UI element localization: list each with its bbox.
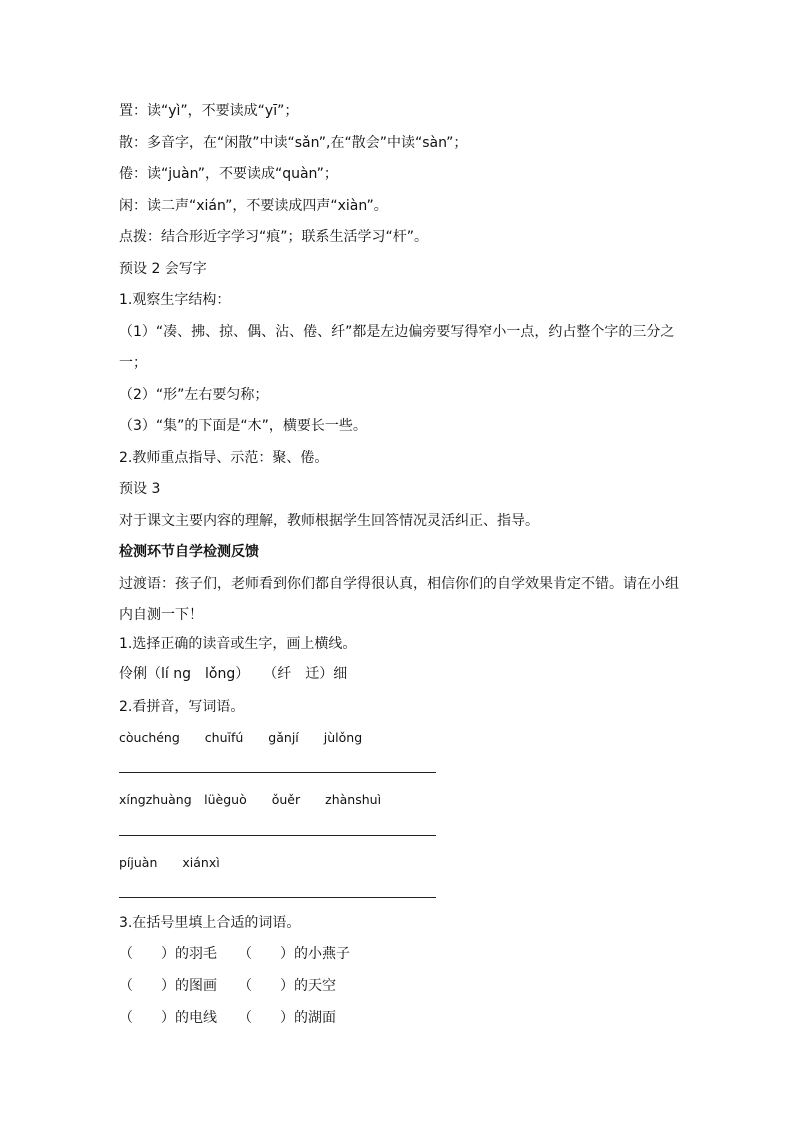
section-heading-bold: 检测环节自学检测反馈 [119,544,259,560]
text-line: 闲：读二声“xián”，不要读成四声“xiàn”。 [119,198,388,214]
pinyin-row: còuchéng chuīfú gǎnjí jùlǒng [119,730,363,745]
text-line: 对于课文主要内容的理解，教师根据学生回答情况灵活纠正、指导。 [119,513,539,529]
text-line: （1）“凑、拂、掠、偶、沾、倦、纤”都是左边偏旁要写得窄小一点，约占整个字的三分之 [119,324,675,340]
fill-blank-row: （ ）的图画 （ ）的天空 [119,978,336,994]
answer-line [119,897,436,898]
section-heading: 预设 3 [119,481,161,497]
pinyin-row: xíngzhuàng lüèguò ǒuěr zhànshuì [119,792,382,807]
question-2: 2.看拼音，写词语。 [119,699,245,715]
text-line: 过渡语：孩子们，老师看到你们都自学得很认真，相信你们的自学效果肯定不错。请在小组 [119,576,679,592]
answer-line [119,772,436,773]
question-3: 3.在括号里填上合适的词语。 [119,915,301,931]
text-line: 置：读“yì”，不要读成“yī”； [119,103,299,119]
text-line: 内自测一下！ [119,607,203,623]
section-heading: 预设 2 会写字 [119,261,207,277]
fill-blank-row: （ ）的羽毛 （ ）的小燕子 [119,946,350,962]
text-line: 点拨：结合形近字学习“痕”；联系生活学习“杆”。 [119,229,429,245]
text-line: 伶俐（lí ng lǒng） （纤 迁）细 [119,666,348,682]
fill-blank-row: （ ）的电线 （ ）的湖面 [119,1010,336,1026]
text-line: 1.观察生字结构： [119,292,231,308]
text-line: 一； [119,355,147,371]
text-line: 倦：读“juàn”，不要读成“quàn”； [119,166,338,182]
text-line: （3）“集”的下面是“木”，横要长一些。 [119,418,367,434]
text-line: 散：多音字，在“闲散”中读“sǎn”,在“散会”中读“sàn”； [119,135,468,151]
answer-line [119,835,436,836]
question-1: 1.选择正确的读音或生字，画上横线。 [119,636,357,652]
pinyin-row: píjuàn xiánxì [119,855,220,870]
text-line: 2.教师重点指导、示范：聚、倦。 [119,450,329,466]
text-line: （2）“形”左右要匀称； [119,387,269,403]
